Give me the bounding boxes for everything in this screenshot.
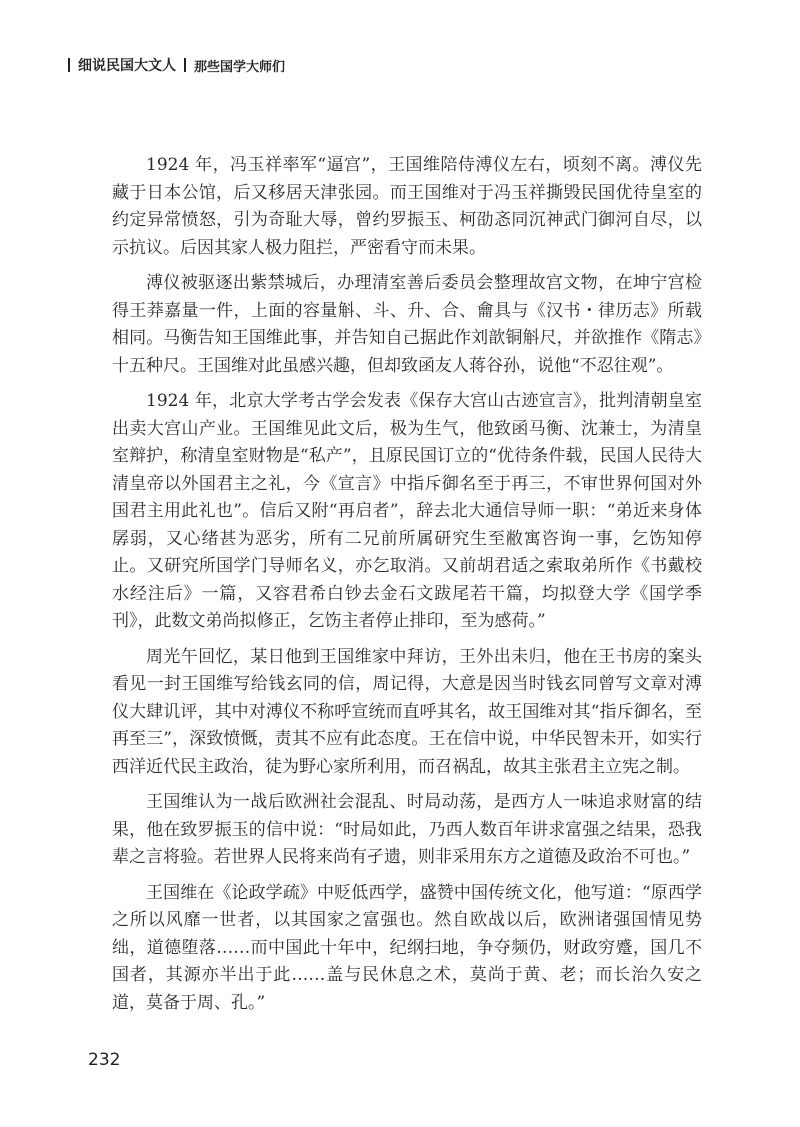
paragraph: 王国维在《论政学疏》中贬低西学，盛赞中国传统文化，他写道：“原西学之所以风靡一世者，以其国家之富强也。然自欧战以后，欧洲诸强国情见势绌，道德堕落……而中国此十年中，纪纲扫地，争夺频仍，财政穷蹙，国几不国者，其源亦半出于此……盖与民休息之术，莫尚于黄、老；而长治久安之道，莫备于周、孔。” [112,882,702,1013]
section-title: 那些国学大师们 [194,59,286,75]
paragraph: 周光午回忆，某日他到王国维家中拜访，王外出未归，他在王书房的案头看见一封王国维写给钱玄同的信，周记得，大意是因当时钱玄同曾写文章对溥仪大肆讥评，其中对溥仪不称呼宣统而直呼其名，故王国维对其“指斥御名，至再至三”，深致愤慨，责其不应有此态度。王在信中说，中华民智未开，如实行西洋近代民主政治，徒为野心家所利用，而召祸乱，故其主张君主立宪之制。 [112,646,702,777]
book-title: 细说民国大文人 [78,58,176,74]
paragraph: 1924 年，冯玉祥率军“逼宫”，王国维陪侍溥仪左右，顷刻不离。溥仪先藏于日本公馆，后又移居天津张园。而王国维对于冯玉祥撕毁民国优待皇室的约定异常愤怒，引为奇耻大辱，曾约罗振玉、柯劭忞同沉神武门御河自尽，以示抗议。后因其家人极力阻拦，严密看守而未果。 [112,155,702,258]
header-divider [68,58,70,72]
paragraph: 1924 年，北京大学考古学会发表《保存大宫山古迹宣言》，批判清朝皇室出卖大宫山产业。王国维见此文后，极为生气，他致函马衡、沈兼士，为清皇室辩护，称清皇室财物是“私产”，且原民国订立的“优待条件载，民国人民待大清皇帝以外国君主之礼，今《宣言》中指斥御名至于再三，不审世界何国对外国君主用此礼也”。信后又附“再启者”，辞去北大通信导师一职：“弟近来身体孱弱，又心绪甚为恶劣，所有二兄前所属研究生至敝寓咨询一事，乞饬知停止。又研究所国学门导师名义，亦乞取消。又前胡君适之索取弟所作《书戴校水经注后》一篇，又容君希白钞去金石文跋尾若干篇，均拟登大学《国学季刊》，此数文弟尚拟修正，乞饬主者停止排印，至为感荷。” [112,391,702,631]
header-divider [184,58,186,72]
page-number: 232 [88,1050,121,1070]
running-header [68,54,285,76]
paragraph: 王国维认为一战后欧洲社会混乱、时局动荡，是西方人一味追求财富的结果，他在致罗振玉的信中说：“时局如此，乃西人数百年讲求富强之结果，恐我辈之言将验。若世界人民将来尚有孑遗，则非采用东方之道德及政治不可也。” [112,792,702,867]
body-text [112,152,702,1025]
paragraph: 溥仪被驱逐出紫禁城后，办理清室善后委员会整理故宫文物，在坤宁宫检得王莽嘉量一件，上面的容量斛、斗、升、合、龠具与《汉书・律历志》所载相同。马衡告知王国维此事，并告知自己据此作刘歆铜斛尺，并欲推作《隋志》十五种尺。王国维对此虽感兴趣，但却致函友人蒋谷孙，说他“不忍往观”。 [112,273,702,376]
